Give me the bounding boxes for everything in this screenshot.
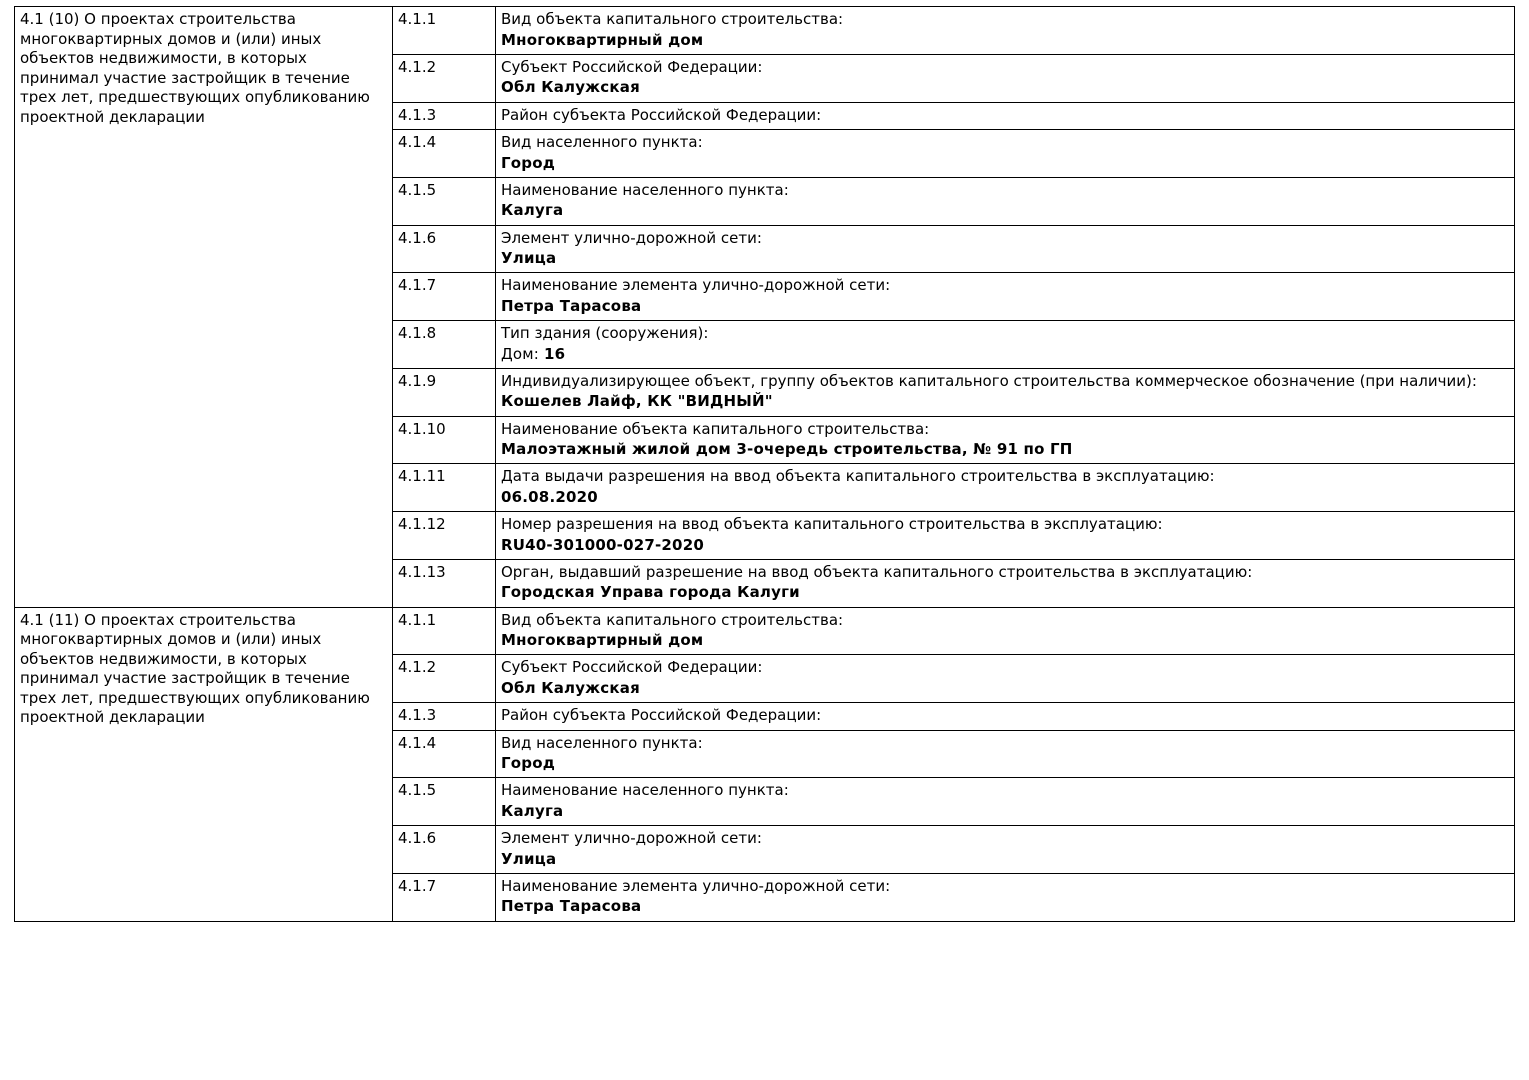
row-content-cell [496, 873, 1515, 921]
row-content-cell [496, 130, 1515, 178]
field-label: Наименование населенного пункта: [501, 180, 789, 199]
row-index-cell: 4.1.3 [393, 703, 496, 731]
field-label: Элемент улично-дорожной сети: [501, 829, 762, 847]
row-content-cell [496, 225, 1515, 273]
field-value: Петра Тарасова [501, 296, 642, 315]
row-index-cell: 4.1.6 [393, 826, 496, 874]
row-content-cell [496, 7, 1515, 55]
row-index-cell: 4.1.11 [393, 464, 496, 512]
row-index-cell: 4.1.2 [393, 54, 496, 102]
field-value: Городская Управа города Калуги [501, 583, 800, 602]
table-body [15, 7, 1515, 922]
field-value: Улица [501, 249, 557, 267]
row-index-cell: 4.1.12 [393, 512, 496, 560]
field-value: Обл Калужская [501, 678, 640, 697]
section-title-cell [15, 7, 393, 608]
field-value: 06.08.2020 [501, 487, 598, 506]
field-value: Город [501, 153, 556, 172]
row-content-cell [496, 273, 1515, 321]
field-value: Улица [501, 849, 557, 868]
row-content-cell [496, 703, 1515, 731]
field-label: Вид объекта капитального строительства: [501, 10, 844, 28]
field-label: Тип здания (сооружения): [501, 324, 709, 342]
row-content-cell [496, 464, 1515, 512]
field-value: Многоквартирный дом [501, 631, 704, 649]
field-value: Калуга [501, 801, 564, 820]
row-content-cell [496, 54, 1515, 102]
field-label: Элемент улично-дорожной сети: [501, 228, 762, 247]
field-label: Наименование элемента улично-дорожной сети: [501, 276, 891, 295]
row-content-cell [496, 655, 1515, 703]
row-index-cell: 4.1.6 [393, 225, 496, 273]
section-title: 4.1 (11) О проектах строительства многоквартирных домов и (или) иных объектов недвижимости, в которых принимал участие застройщик в течение трех лет, предшествующих опубликованию проектной декларации [20, 610, 370, 726]
field-value: RU40-301000-027-2020 [501, 535, 704, 554]
field-label: Дата выдачи разрешения на ввод объекта капитального строительства в эксплуатацию: [501, 467, 1215, 486]
row-index-cell: 4.1.2 [393, 655, 496, 703]
row-content-cell [496, 416, 1515, 464]
field-label: Номер разрешения на ввод объекта капитального строительства в эксплуатацию: [501, 515, 1163, 533]
row-content-cell [496, 607, 1515, 655]
row-index-cell: 4.1.5 [393, 778, 496, 826]
row-index-cell: 4.1.5 [393, 177, 496, 225]
field-value: Дом: 16 [501, 344, 566, 363]
field-label: Вид населенного пункта: [501, 733, 703, 752]
field-label: Орган, выдавший разрешение на ввод объекта капитального строительства в эксплуатацию: [501, 562, 1253, 581]
field-label: Район субъекта Российской Федерации: [501, 706, 822, 724]
field-value: Обл Калужская [501, 78, 640, 97]
field-label: Субъект Российской Федерации: [501, 57, 763, 76]
row-content-cell [496, 778, 1515, 826]
row-index-cell: 4.1.8 [393, 321, 496, 369]
field-value: Калуга [501, 201, 564, 220]
field-label: Вид населенного пункта: [501, 133, 703, 151]
section-title-cell [15, 607, 393, 921]
row-content-cell [496, 512, 1515, 560]
row-index-cell: 4.1.7 [393, 273, 496, 321]
field-value: Город [501, 754, 556, 772]
row-index-cell: 4.1.4 [393, 130, 496, 178]
row-content-cell [496, 826, 1515, 874]
field-value: Многоквартирный дом [501, 30, 704, 49]
row-content-cell [496, 559, 1515, 607]
row-index-cell: 4.1.1 [393, 607, 496, 655]
row-content-cell [496, 177, 1515, 225]
row-content-cell [496, 368, 1515, 416]
field-label: Район субъекта Российской Федерации: [501, 105, 822, 124]
row-content-cell [496, 730, 1515, 778]
row-index-cell: 4.1.1 [393, 7, 496, 55]
field-value: Кошелев Лайф, КК "ВИДНЫЙ" [501, 392, 773, 411]
table-row [15, 607, 1515, 655]
section-title: 4.1 (10) О проектах строительства многоквартирных домов и (или) иных объектов недвижимости, в которых принимал участие застройщик в течение трех лет, предшествующих опубликованию проектной декларации [20, 10, 370, 126]
row-index-cell: 4.1.13 [393, 559, 496, 607]
row-index-cell: 4.1.4 [393, 730, 496, 778]
row-index-cell: 4.1.7 [393, 873, 496, 921]
row-content-cell [496, 321, 1515, 369]
field-label: Наименование элемента улично-дорожной сети: [501, 876, 891, 895]
row-index-cell: 4.1.10 [393, 416, 496, 464]
field-label: Субъект Российской Федерации: [501, 658, 763, 677]
field-label: Наименование объекта капитального строительства: [501, 419, 930, 438]
row-index-cell: 4.1.3 [393, 102, 496, 130]
field-value: Малоэтажный жилой дом 3-очередь строительства, № 91 по ГП [501, 440, 1073, 458]
field-value: Петра Тарасова [501, 897, 642, 916]
field-label: Индивидуализирующее объект, группу объектов капитального строительства коммерческое обозначение (при наличии): [501, 371, 1477, 390]
field-label: Наименование населенного пункта: [501, 781, 789, 800]
row-index-cell: 4.1.9 [393, 368, 496, 416]
row-content-cell [496, 102, 1515, 130]
project-declaration-table [14, 6, 1515, 922]
table-row [15, 7, 1515, 55]
field-label: Вид объекта капитального строительства: [501, 610, 844, 629]
